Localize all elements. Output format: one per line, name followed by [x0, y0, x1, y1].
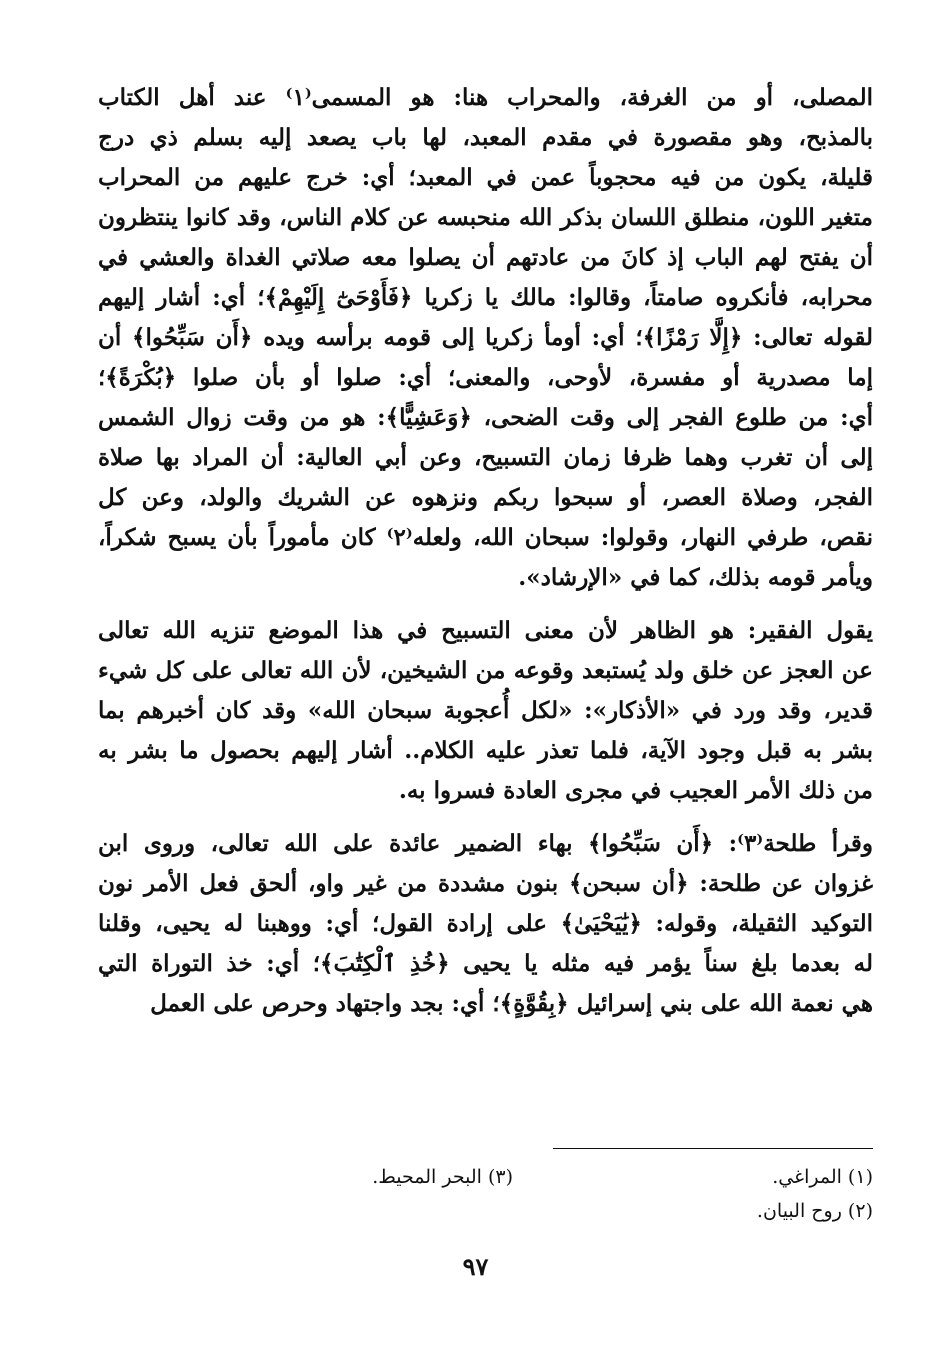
- paragraph-gap: [98, 811, 873, 824]
- text-line: إما مصدرية أو مفسرة، لأوحى، والمعنى؛ أي: صلوا أو بأن صلوا ﴿بُكْرَةً﴾؛: [98, 364, 873, 391]
- text-line: يقول الفقير: هو الظاهر لأن معنى التسبيح في هذا الموضع تنزيه الله تعالى: [98, 617, 873, 644]
- text-line: من ذلك الأمر العجيب في مجرى العادة فسروا به.: [398, 777, 873, 804]
- text-line: بشر به قبل وجود الآية، فلما تعذر عليه الكلام.. أشار إليهم بحصول ما بشر به: [98, 737, 873, 764]
- paragraph: [98, 78, 873, 598]
- paragraph: [98, 824, 873, 1024]
- footnote-1: (١) المراغي.: [772, 1166, 873, 1188]
- text-line: غزوان عن طلحة: ﴿أن سبحن﴾ بنون مشددة من غير واو، ألحق فعل الأمر نون: [98, 870, 873, 897]
- text-line: عن العجز عن خلق ولد يُستبعد وقوعه من الشيخين، لأن الله تعالى على كل شيء: [98, 657, 873, 684]
- text-line: متغير اللون، منطلق اللسان بذكر الله منحبسه عن كلام الناس، وقد كانوا ينتظرون: [98, 204, 873, 231]
- text-line: التوكيد الثقيلة، وقوله: ﴿يَٰيَحْيَىٰ﴾ على إرادة القول؛ أي: ووهبنا له يحيى، وقلنا: [98, 910, 873, 937]
- text-line: المصلى، أو من الغرفة، والمحراب هنا: هو المسمى⁽١⁾ عند أهل الكتاب: [98, 84, 873, 111]
- paragraph: [98, 611, 873, 811]
- text-line: أي: من طلوع الفجر إلى وقت الضحى، ﴿وَعَشِيًّا﴾: هو من وقت زوال الشمس: [98, 404, 873, 431]
- text-line: إلى أن تغرب وهما ظرفا زمان التسبيح، وعن أبي العالية: أن المراد بها صلاة: [98, 444, 873, 471]
- text-line: الفجر، وصلاة العصر، أو سبحوا ربكم ونزهوه عن الشريك والولد، وعن كل: [98, 484, 873, 511]
- text-line: ويأمر قومه بذلك، كما في «الإرشاد».: [518, 564, 873, 591]
- footnote-separator: [553, 1148, 873, 1149]
- footnote-3: (٣) البحر المحيط.: [372, 1166, 513, 1188]
- page-number: ٩٧: [462, 1252, 489, 1281]
- footnote-2: (٢) روح البيان.: [756, 1200, 873, 1222]
- text-line: أن يفتح لهم الباب إذ كانَ من عادتهم أن يصلوا معه صلاتي الغداة والعشي في: [98, 244, 873, 271]
- main-text: [98, 78, 873, 1024]
- text-line: نقص، طرفي النهار، وقولوا: سبحان الله، ولعله⁽٢⁾ كان مأموراً بأن يسبح شكراً،: [98, 524, 873, 551]
- text-line: قدير، وقد ورد في «الأذكار»: «لكل أُعجوبة سبحان الله» وقد كان أخبرهم بما: [98, 697, 873, 724]
- text-line: لقوله تعالى: ﴿إِلَّا رَمْزًا﴾؛ أي: أومأ زكريا إلى قومه برأسه ويده ﴿أَن سَبِّحُوا﴾ أن: [98, 324, 873, 351]
- text-line: وقرأ طلحة⁽٣⁾: ﴿أَن سَبِّحُوا﴾ بهاء الضمير عائدة على الله تعالى، وروى ابن: [98, 830, 873, 857]
- text-line: قليلة، يكون من فيه محجوباً عمن في المعبد؛ أي: خرج عليهم من المحراب: [98, 164, 873, 191]
- text-line: هي نعمة الله على بني إسرائيل ﴿بِقُوَّةٍ﴾؛ أي: بجد واجتهاد وحرص على العمل: [150, 990, 873, 1017]
- text-line: محرابه، فأنكروه صامتاً، وقالوا: مالك يا زكريا ﴿فَأَوْحَىٰٓ إِلَيْهِمْ﴾؛ أي: أشار إليهم: [98, 284, 873, 311]
- paragraph-gap: [98, 598, 873, 611]
- text-line: بالمذبح، وهو مقصورة في مقدم المعبد، لها باب يصعد إليه بسلم ذي درج: [98, 124, 873, 151]
- text-line: له بعدما بلغ سناً يؤمر فيه مثله يا يحيى ﴿خُذِ ٱلْكِتَٰبَ﴾؛ أي: خذ التوراة التي: [98, 950, 873, 977]
